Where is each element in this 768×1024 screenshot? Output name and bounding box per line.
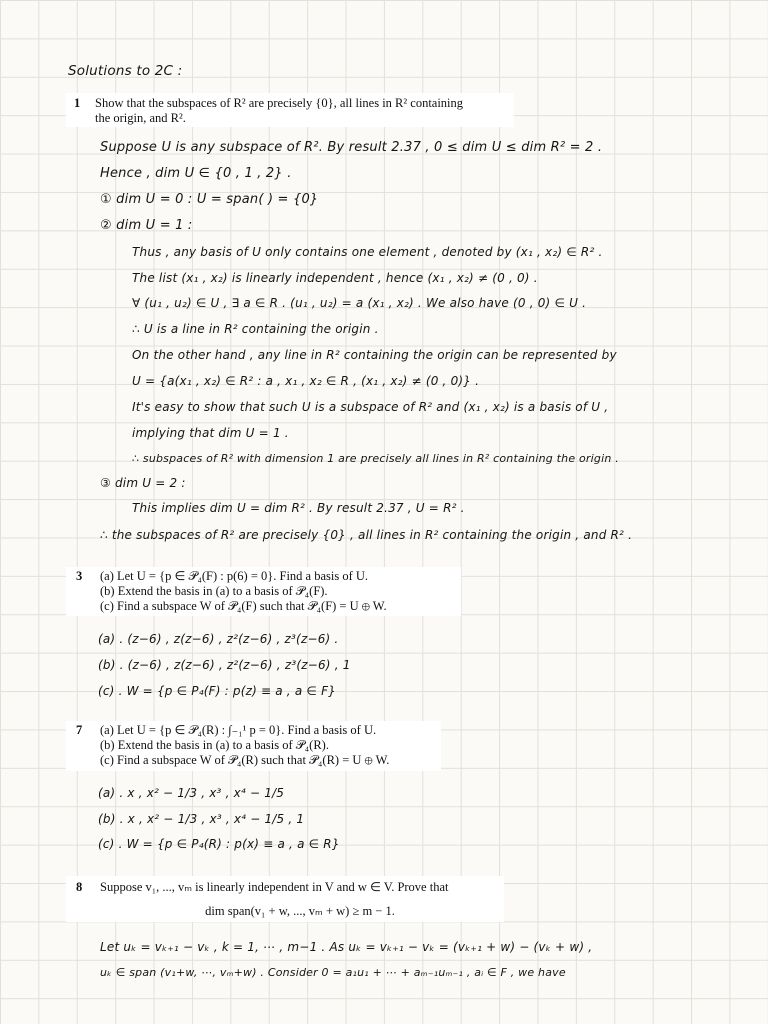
exercise-1-statement: [66, 93, 514, 127]
solution-line: uₖ ∈ span (v₁+w, ⋯, vₘ+w) . Consider 0 = a₁u₁ + ⋯ + aₘ₋₁uₘ₋₁ , aᵢ ∈ F , we have: [100, 966, 566, 979]
solution-line: ∀ (u₁ , u₂) ∈ U , ∃ a ∈ R . (u₁ , u₂) = a (x₁ , x₂) . We also have (0 , 0) ∈ U .: [132, 296, 587, 310]
exercise-3-statement: [66, 567, 461, 616]
solution-line: ② dim U = 1 :: [100, 218, 193, 233]
solution-line: It's easy to show that such U is a subspace of R² and (x₁ , x₂) is a basis of U ,: [132, 400, 609, 414]
solution-line: (c) . W = {p ∈ P₄(R) : p(x) ≡ a , a ∈ R}: [98, 837, 340, 851]
statement-line: (a) Let U = {p ∈ 𝒫₄(R) : ∫₋₁¹ p = 0}. Find a basis of U.: [100, 723, 377, 737]
solution-line: (a) . (z−6) , z(z−6) , z²(z−6) , z³(z−6) .: [98, 632, 339, 646]
solution-line: (b) . x , x² − 1/3 , x³ , x⁴ − 1/5 , 1: [98, 812, 305, 826]
solution-line: U = {a(x₁ , x₂) ∈ R² : a , x₁ , x₂ ∈ R , (x₁ , x₂) ≠ (0 , 0)} .: [132, 374, 480, 388]
solution-line: Let uₖ = vₖ₊₁ − vₖ , k = 1, ⋯ , m−1 . As uₖ = vₖ₊₁ − vₖ = (vₖ₊₁ + w) − (vₖ + w) ,: [100, 940, 593, 954]
solution-line: ∴ the subspaces of R² are precisely {0} , all lines in R² containing the origin , and R² .: [100, 528, 633, 542]
statement-line: (c) Find a subspace W of 𝒫₄(R) such that 𝒫₄(R) = U ⊕ W.: [100, 753, 390, 767]
solution-line: implying that dim U = 1 .: [132, 426, 289, 440]
exercise-7-statement: [66, 721, 441, 771]
statement-line: Suppose v₁, ..., vₘ is linearly independent in V and w ∈ V. Prove that: [100, 880, 449, 894]
solution-line: On the other hand , any line in R² containing the origin can be represented by: [132, 348, 617, 362]
solution-line: The list (x₁ , x₂) is linearly independent , hence (x₁ , x₂) ≠ (0 , 0) .: [132, 271, 538, 285]
statement-line: (a) Let U = {p ∈ 𝒫₄(F) : p(6) = 0}. Find a basis of U.: [100, 569, 369, 583]
solution-line: ∴ U is a line in R² containing the origin .: [132, 322, 379, 336]
statement-line: Show that the subspaces of R² are precisely {0}, all lines in R² containing: [95, 96, 464, 110]
solution-line: ① dim U = 0 : U = span( ) = {0}: [100, 192, 319, 207]
statement-line: (c) Find a subspace W of 𝒫₄(F) such that 𝒫₄(F) = U ⊕ W.: [100, 599, 387, 613]
page-title: Solutions to 2C :: [68, 63, 183, 79]
solution-line: (b) . (z−6) , z(z−6) , z²(z−6) , z³(z−6) , 1: [98, 658, 351, 672]
exercise-number: 8: [76, 880, 83, 894]
solution-line: Suppose U is any subspace of R². By result 2.37 , 0 ≤ dim U ≤ dim R² = 2 .: [100, 140, 603, 155]
solution-line: ∴ subspaces of R² with dimension 1 are precisely all lines in R² containing the origin .: [132, 452, 619, 465]
solution-line: Thus , any basis of U only contains one element , denoted by (x₁ , x₂) ∈ R² .: [132, 245, 603, 259]
statement-line: the origin, and R².: [95, 111, 186, 125]
solution-line: This implies dim U = dim R² . By result 2.37 , U = R² .: [132, 501, 465, 515]
exercise-number: 1: [74, 96, 81, 110]
solution-line: (c) . W = {p ∈ P₄(F) : p(z) ≡ a , a ∈ F}: [98, 684, 337, 698]
statement-line: (b) Extend the basis in (a) to a basis of 𝒫₄(R).: [100, 738, 329, 752]
solution-line: ③ dim U = 2 :: [100, 476, 186, 490]
solution-line: (a) . x , x² − 1/3 , x³ , x⁴ − 1/5: [98, 786, 285, 800]
exercise-number: 3: [76, 569, 83, 583]
statement-line-centered: dim span(v₁ + w, ..., vₘ + w) ≥ m − 1.: [205, 904, 395, 918]
statement-line: (b) Extend the basis in (a) to a basis of 𝒫₄(F).: [100, 584, 328, 598]
solution-line: Hence , dim U ∈ {0 , 1 , 2} .: [100, 166, 292, 181]
exercise-number: 7: [76, 723, 83, 737]
exercise-8-statement: [66, 876, 504, 922]
